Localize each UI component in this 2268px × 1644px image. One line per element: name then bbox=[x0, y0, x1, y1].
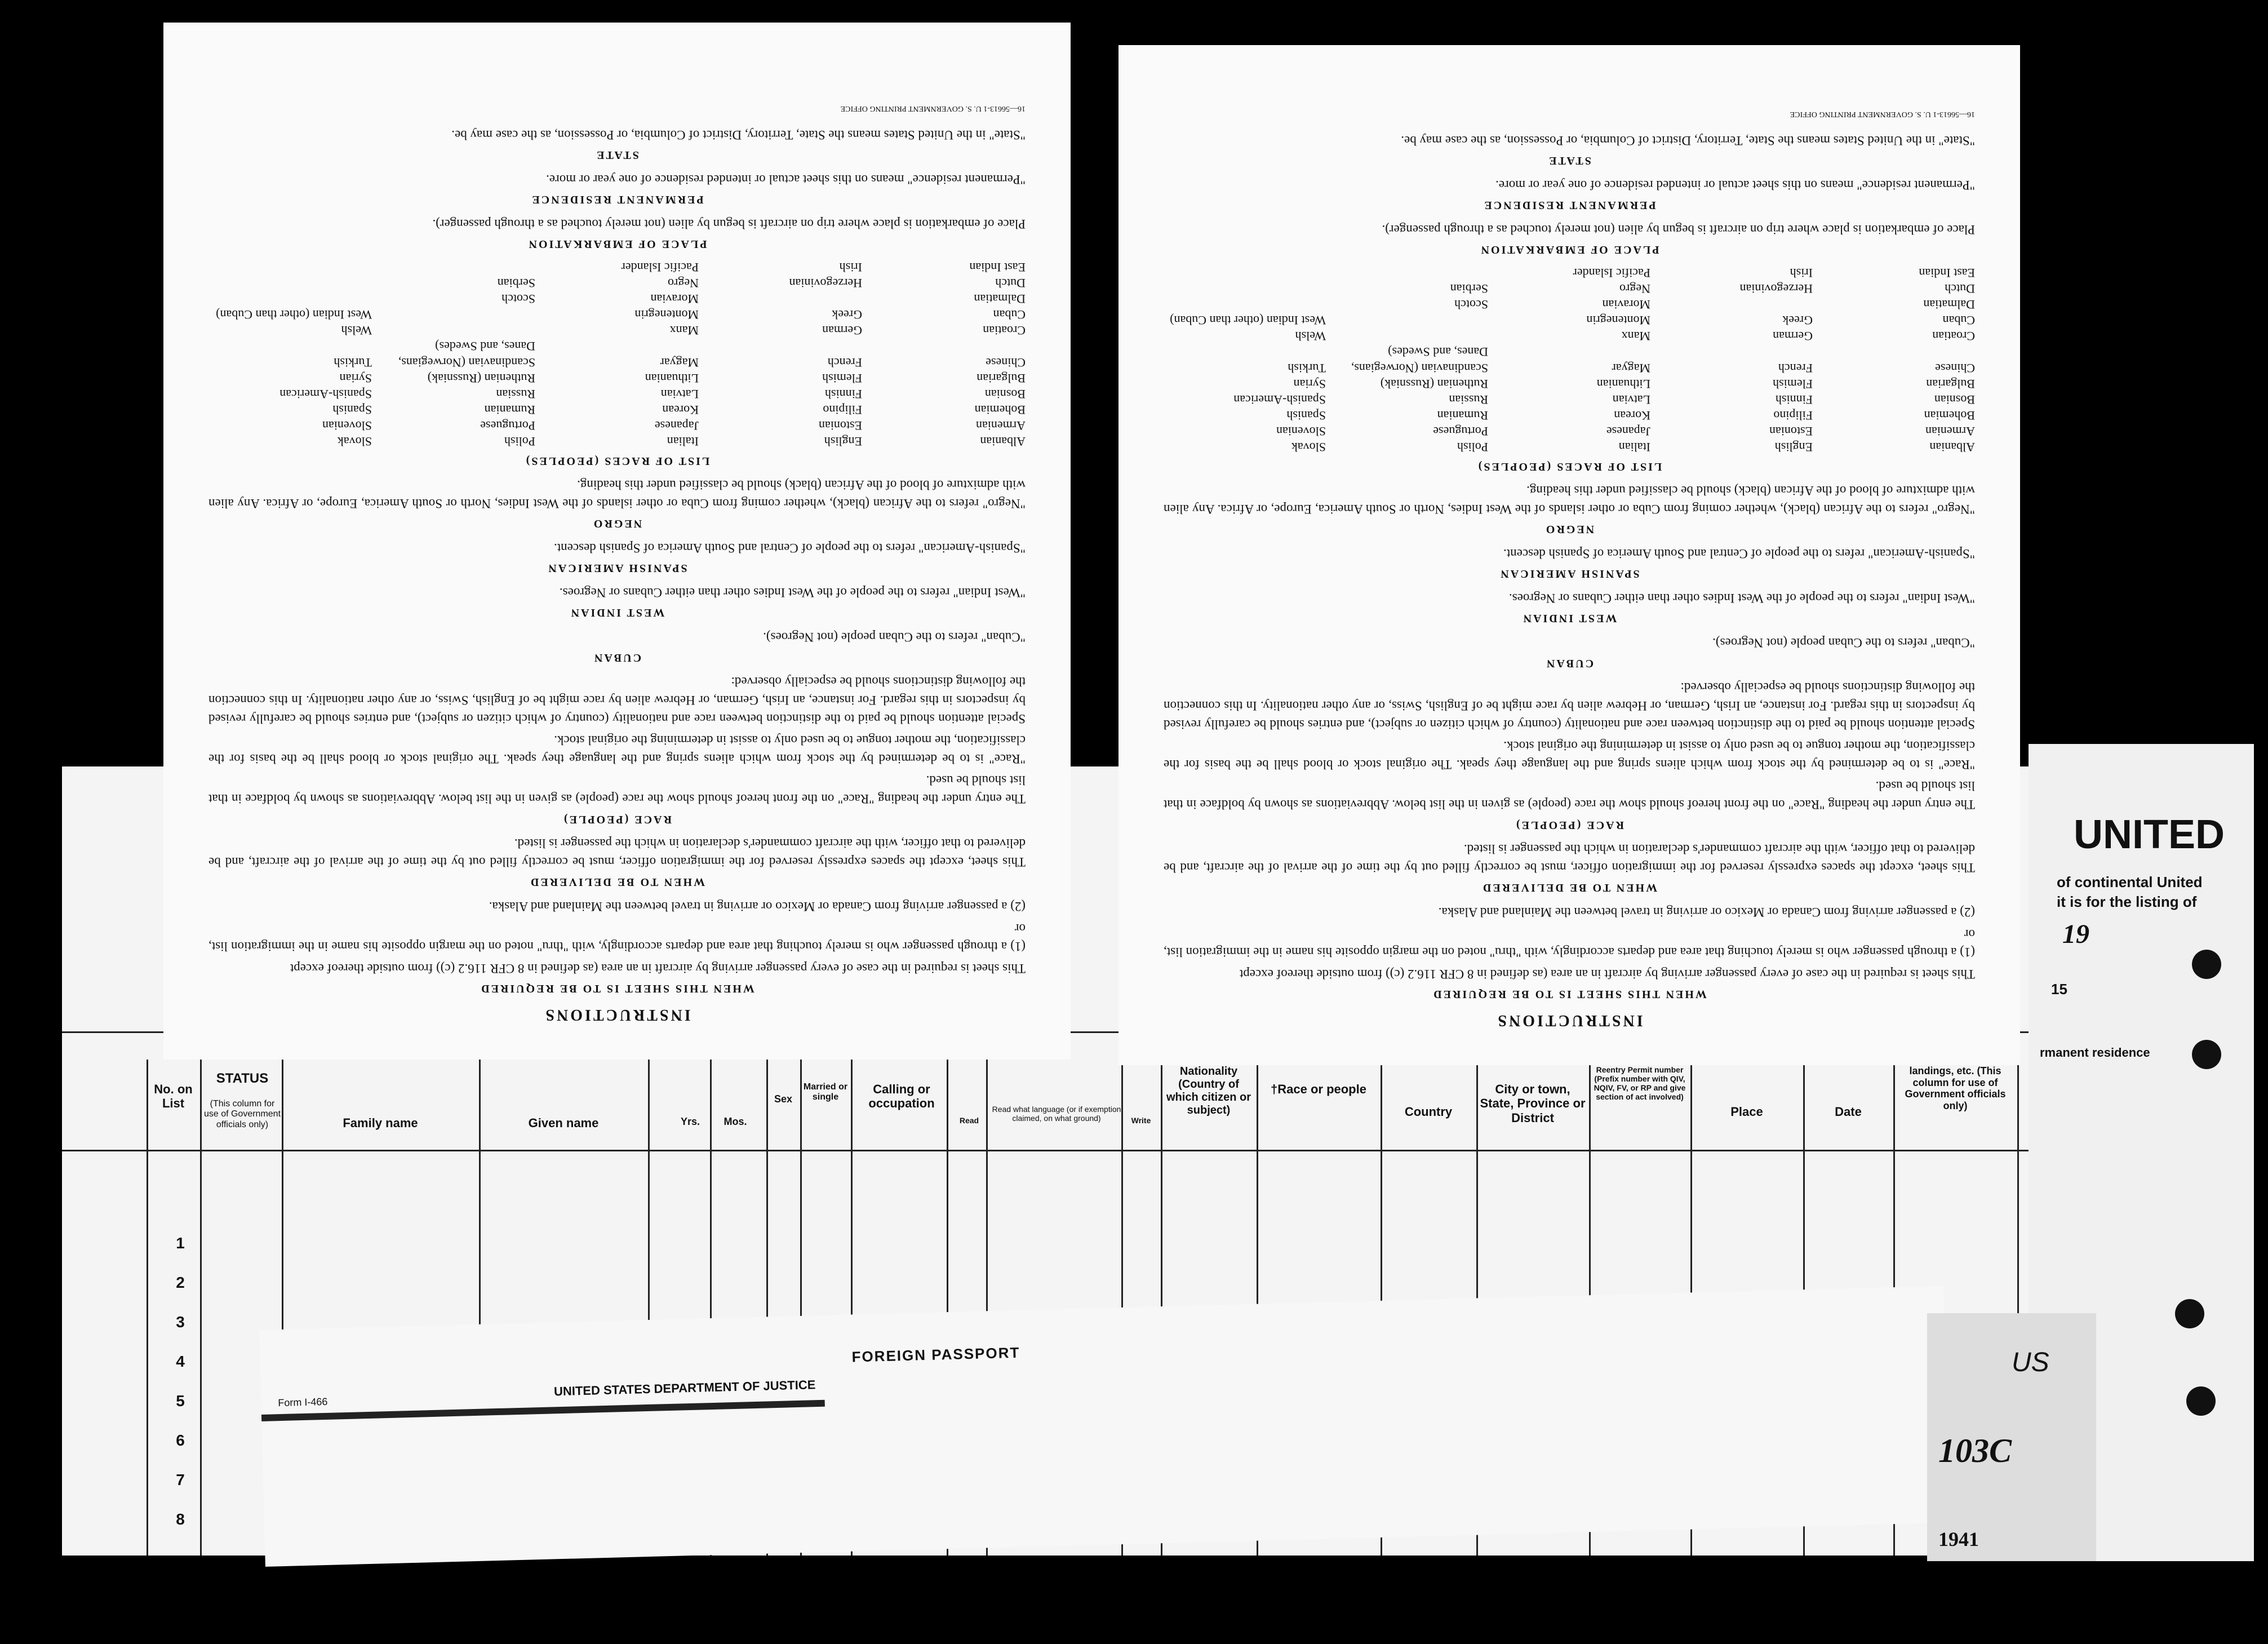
form-subtitle-2: it is for the listing of bbox=[2057, 893, 2197, 910]
paragraph: Special attention should be paid to the distinction between race and nationality (country of which citizen or subject), and entries should be carefully revised by inspectors in this regard. For instance, an Irish, German, or Hebrew alien by race might be of English, Swiss, or any other nationality. In this connection the following distinctions should be especially observed: bbox=[1164, 680, 1975, 732]
instructions-title: INSTRUCTIONS bbox=[1495, 1012, 1643, 1029]
paragraph: The entry under the heading "Race" on the front hereof should show the race (people) as given in the list below. Abbreviations as shown by boldface in that list should be used. bbox=[1164, 779, 1975, 812]
paragraph: Special attention should be paid to the distinction between race and nationality (country of which citizen or subject), and entries should be carefully revised by inspectors in this regard. For instance, an Irish, German, or Hebrew alien by race might be of English, Swiss, or any other nationality. In this connection the following distinctions should be especially observed: bbox=[208, 675, 1026, 726]
paragraph: "Permanent residence" means on this sheet actual or intended residence of one year or more. bbox=[546, 172, 1026, 187]
race-entry: Ruthenian (Russniak) bbox=[1380, 376, 1488, 391]
race-entry bbox=[372, 259, 535, 274]
col-read-language: Read what language (or if exemption claimed, on what ground) bbox=[992, 1105, 1121, 1123]
stamp-number: 1941 bbox=[1938, 1528, 1979, 1550]
paragraph: This sheet, except the spaces expressly reserved for the immigration officer, must be correctly filled out by the time of the arrival of the aircraft, and be delivered to that officer, with the aircraft commander's declaration in which the passenger is listed. bbox=[208, 836, 1026, 869]
header-rule-bottom bbox=[62, 1150, 2243, 1151]
race-entry bbox=[208, 275, 372, 291]
paragraph: "State" in the United States means the State, Territory, District of Columbia, or Possession, as the case may be. bbox=[451, 127, 1026, 142]
race-entry: Croatian bbox=[983, 324, 1026, 338]
col-reentry: Reentry Permit number (Prefix number with QIV, NQIV, FV, or RP and give section of act involved) bbox=[1594, 1065, 1686, 1102]
race-entry: Portuguese bbox=[1433, 424, 1488, 439]
race-entry: Manx bbox=[1621, 329, 1650, 344]
col-race: †Race or people bbox=[1271, 1082, 1366, 1096]
col-sex: Sex bbox=[774, 1093, 793, 1105]
section-heading: PLACE OF EMBARKATION bbox=[1479, 243, 1659, 256]
section-heading: WHEN TO BE DELIVERED bbox=[1481, 881, 1658, 894]
row-number: 2 bbox=[176, 1274, 185, 1291]
section-heading: NEGRO bbox=[592, 517, 642, 530]
race-entry: German bbox=[822, 324, 862, 338]
section-heading: PLACE OF EMBARKATION bbox=[527, 238, 707, 251]
paragraph: "Race" is to be determined by the stock from which aliens spring and the language they speak. The original stock or blood shall be the basis for the classification, the mother tongue to be used only to assist in determining the original stock. bbox=[1164, 739, 1975, 772]
race-entry: Polish bbox=[1457, 440, 1488, 455]
race-entry: Estonian bbox=[1769, 424, 1813, 439]
row-number: 3 bbox=[176, 1313, 185, 1331]
paragraph: This sheet is required in the case of every passenger arriving by aircraft in an area (as defined in 8 CFR 116.2 (c)) from outside thereof except bbox=[1239, 967, 1975, 981]
race-entry: East Indian bbox=[969, 260, 1026, 274]
section-heading: NEGRO bbox=[1544, 523, 1595, 536]
col-list-no: No. on List bbox=[154, 1082, 193, 1111]
section-heading: SPANISH AMERICAN bbox=[1499, 568, 1640, 581]
section-heading: WHEN THIS SHEET IS TO BE REQUIRED bbox=[480, 982, 754, 995]
race-entry: Ruthenian (Russniak) bbox=[427, 371, 535, 385]
race-entry bbox=[1326, 312, 1488, 328]
col-country: Country bbox=[1404, 1105, 1453, 1119]
race-entry: Moravian bbox=[650, 291, 699, 306]
race-entry: Russian bbox=[1449, 392, 1488, 407]
race-entry: Pacific Islander bbox=[621, 260, 699, 274]
col-family-name: Family name bbox=[343, 1116, 418, 1130]
race-entry: Italian bbox=[667, 435, 699, 449]
paragraph: "Cuban" refers to the Cuban people (not Negroes). bbox=[763, 630, 1026, 645]
race-entry: Korean bbox=[1614, 409, 1650, 423]
race-entry bbox=[699, 291, 862, 307]
race-entry: Dalmatian bbox=[1923, 297, 1975, 312]
punch-hole bbox=[2186, 1386, 2216, 1416]
race-entry: Cuban bbox=[993, 308, 1026, 322]
race-entry: Scandinavian (Norwegians, Danes, and Swedes) bbox=[1351, 345, 1488, 375]
race-entry: Montenegrin bbox=[1586, 313, 1650, 328]
paragraph: "State" in the United States means the State, Territory, District of Columbia, or Possession, as the case may be. bbox=[1401, 133, 1975, 148]
paragraph: (1) a through passenger who is merely touching that area and departs accordingly, with "thru" noted on the margin opposite his name in the immigration list, or bbox=[208, 921, 1026, 954]
race-entry: Irish bbox=[839, 260, 862, 274]
race-entry: Dutch bbox=[995, 276, 1026, 290]
col-yrs: Yrs. bbox=[680, 1116, 700, 1127]
race-entry: Slovenian bbox=[322, 419, 372, 433]
paragraph: "West Indian" refers to the people of the West Indies other than either Cubans or Negroes. bbox=[559, 586, 1026, 600]
paragraph: (1) a through passenger who is merely touching that area and departs accordingly, with "thru" noted on the margin opposite his name in the immigration list, or bbox=[1164, 927, 1975, 960]
races-list bbox=[1164, 264, 1975, 455]
race-entry: Welsh bbox=[1295, 329, 1326, 344]
section-heading: WEST INDIAN bbox=[569, 606, 665, 619]
section-heading: WEST INDIAN bbox=[1521, 612, 1617, 625]
stamp-area bbox=[1927, 1313, 2096, 1561]
paragraph: "Race" is to be determined by the stock from which aliens spring and the language they speak. The original stock or blood shall be the basis for the classification, the mother tongue to be used only to assist in determining the original stock. bbox=[208, 733, 1026, 766]
race-entry: German bbox=[1773, 329, 1813, 344]
race-entry: Armenian bbox=[1925, 424, 1975, 439]
race-entry bbox=[208, 259, 372, 274]
race-entry: Scotch bbox=[501, 291, 535, 306]
paragraph: "Negro" refers to the African (black), whether coming from Cuba or other islands of the West Indies, North or South America, Europe, or Africa. Any alien with admixture of blood of the African (black) should be classified under this heading. bbox=[1164, 484, 1975, 517]
printer-line: 16—56613-1 U. S. GOVERNMENT PRINTING OFFICE bbox=[840, 104, 1026, 113]
stamp-mark: US bbox=[2012, 1348, 2049, 1377]
race-entry: Turkish bbox=[1288, 361, 1326, 375]
race-entry: Lithuanian bbox=[1596, 376, 1650, 391]
punch-hole bbox=[2175, 1299, 2204, 1328]
paragraph: "Spanish-American" refers to the people of Central and South America of Spanish descent. bbox=[1503, 547, 1975, 561]
passport-sheet bbox=[259, 1286, 1950, 1567]
section-heading: WHEN TO BE DELIVERED bbox=[529, 876, 705, 889]
race-entry: Flemish bbox=[1773, 376, 1813, 391]
race-entry: Bohemian bbox=[974, 403, 1026, 417]
race-entry: Lithuanian bbox=[645, 371, 699, 385]
race-entry: Magyar bbox=[1612, 361, 1650, 375]
form-subtitle-1: of continental United bbox=[2057, 874, 2203, 890]
col-divider bbox=[147, 1060, 148, 1556]
paragraph: "West Indian" refers to the people of the West Indies other than either Cubans or Negroes. bbox=[1508, 591, 1975, 606]
race-entry: Slovak bbox=[1291, 440, 1326, 455]
race-entry: Latvian bbox=[1612, 392, 1650, 407]
col-married: Married or single bbox=[803, 1082, 848, 1102]
passport-rule bbox=[261, 1400, 825, 1421]
race-entry: Spanish bbox=[332, 403, 372, 417]
section-heading: WHEN THIS SHEET IS TO BE REQUIRED bbox=[1432, 988, 1707, 1001]
race-entry: English bbox=[1774, 440, 1813, 455]
punch-hole bbox=[2192, 950, 2221, 979]
race-entry bbox=[372, 322, 535, 338]
race-entry: Cuban bbox=[1942, 313, 1975, 328]
section-heading: LIST OF RACES (PEOPLES) bbox=[524, 454, 710, 467]
col-read: Read bbox=[959, 1116, 979, 1125]
col-landings: landings, etc. (This column for use of Government officials only) bbox=[1905, 1065, 2006, 1112]
col-divider bbox=[200, 1060, 202, 1556]
race-entry: Croatian bbox=[1932, 329, 1975, 344]
race-entry: Bulgarian bbox=[1926, 376, 1975, 391]
paragraph: (2) a passenger arriving from Canada or Mexico or arriving in travel between the Mainland and Alaska. bbox=[489, 899, 1026, 914]
race-entry: Japanese bbox=[1606, 424, 1650, 439]
races-list bbox=[208, 259, 1026, 449]
race-entry: Pacific Islander bbox=[1573, 265, 1650, 280]
race-entry: Finnish bbox=[824, 387, 862, 401]
race-entry: Herzegovinian bbox=[789, 276, 862, 290]
form-title-fragment: UNITED bbox=[2074, 812, 2225, 857]
race-entry: Slovenian bbox=[1276, 424, 1326, 439]
section-heading: LIST OF RACES (PEOPLES) bbox=[1476, 460, 1662, 473]
section-heading: CUBAN bbox=[592, 651, 642, 664]
race-entry: Syrian bbox=[1293, 376, 1326, 391]
instruction-sheet-left bbox=[163, 23, 1071, 1060]
race-entry: Magyar bbox=[660, 355, 699, 370]
race-entry bbox=[1326, 328, 1488, 344]
section-heading: RACE (PEOPLE) bbox=[562, 813, 672, 826]
race-entry bbox=[208, 291, 372, 307]
race-entry: Filipino bbox=[823, 403, 862, 417]
race-entry bbox=[1164, 264, 1326, 280]
section-heading: SPANISH AMERICAN bbox=[547, 562, 687, 575]
section-heading: STATE bbox=[595, 149, 639, 162]
paragraph: This sheet is required in the case of every passenger arriving by aircraft in an area (as defined in 8 CFR 116.2 (c)) from outside thereof except bbox=[290, 961, 1026, 976]
paragraph: "Cuban" refers to the Cuban people (not Negroes). bbox=[1712, 636, 1975, 650]
col-city: City or town, State, Province or District bbox=[1480, 1082, 1586, 1125]
race-entry: Negro bbox=[1619, 281, 1650, 296]
race-entry bbox=[372, 307, 535, 322]
race-entry: Dutch bbox=[1945, 281, 1975, 296]
race-entry: Manx bbox=[669, 324, 699, 338]
race-entry: English bbox=[824, 435, 862, 449]
paragraph: "Permanent residence" means on this sheet actual or intended residence of one year or more. bbox=[1495, 178, 1975, 192]
race-entry bbox=[1650, 296, 1813, 312]
section-heading: STATE bbox=[1547, 154, 1591, 167]
punch-hole bbox=[2192, 1040, 2221, 1069]
race-entry: Portuguese bbox=[480, 419, 535, 433]
section-heading: PERMANENT RESIDENCE bbox=[530, 193, 704, 206]
col-calling: Calling or occupation bbox=[868, 1082, 935, 1111]
race-entry: Turkish bbox=[334, 355, 372, 370]
col-status-note: (This column for use of Government officials only) bbox=[203, 1099, 281, 1129]
race-entry: French bbox=[827, 355, 862, 370]
race-entry: Spanish-American bbox=[279, 387, 372, 401]
race-entry: Finnish bbox=[1775, 392, 1813, 407]
race-entry: Slovak bbox=[337, 435, 372, 449]
col-place: Place bbox=[1730, 1105, 1763, 1119]
row-number: 7 bbox=[176, 1471, 185, 1488]
row-number: 6 bbox=[176, 1432, 185, 1449]
race-entry: Dalmatian bbox=[974, 291, 1026, 306]
race-entry: Bulgarian bbox=[977, 371, 1026, 385]
race-entry: Moravian bbox=[1602, 297, 1650, 312]
passport-heading: FOREIGN PASSPORT bbox=[851, 1344, 1020, 1366]
col-write: Write bbox=[1131, 1116, 1151, 1125]
race-entry: French bbox=[1778, 361, 1813, 375]
paragraph: (2) a passenger arriving from Canada or Mexico or arriving in travel between the Mainland and Alaska. bbox=[1438, 905, 1975, 919]
race-entry: Polish bbox=[504, 435, 535, 449]
race-entry: Italian bbox=[1618, 440, 1650, 455]
race-entry: Estonian bbox=[819, 419, 862, 433]
passport-department: UNITED STATES DEPARTMENT OF JUSTICE bbox=[553, 1377, 816, 1399]
race-entry: Rumanian bbox=[484, 403, 535, 417]
race-entry: Negro bbox=[668, 276, 699, 290]
section-heading: CUBAN bbox=[1544, 657, 1594, 670]
race-entry: Filipino bbox=[1773, 409, 1813, 423]
race-entry: Russian bbox=[496, 387, 535, 401]
col-date: Date bbox=[1835, 1105, 1862, 1119]
race-entry: Latvian bbox=[660, 387, 699, 401]
printer-line: 16—56613-1 U. S. GOVERNMENT PRINTING OFFICE bbox=[1790, 110, 1975, 119]
race-entry bbox=[1164, 281, 1326, 296]
race-entry: Armenian bbox=[976, 419, 1026, 433]
race-entry: Serbian bbox=[497, 276, 535, 290]
race-entry: Bosnian bbox=[984, 387, 1026, 401]
row-number: 1 bbox=[176, 1234, 185, 1252]
race-entry: Albanian bbox=[980, 435, 1026, 449]
section-heading: PERMANENT RESIDENCE bbox=[1483, 199, 1656, 212]
instruction-sheet-right bbox=[1119, 45, 2020, 1065]
col-mos: Mos. bbox=[724, 1116, 747, 1127]
col-given-name: Given name bbox=[528, 1116, 599, 1130]
race-entry: Albanian bbox=[1929, 440, 1975, 455]
section-heading: RACE (PEOPLE) bbox=[1515, 818, 1624, 831]
paragraph: "Spanish-American" refers to the people of Central and South America of Spanish descent. bbox=[554, 541, 1026, 556]
race-entry: Serbian bbox=[1450, 281, 1488, 296]
race-entry: Welsh bbox=[341, 324, 372, 338]
year-field: 19 bbox=[2062, 919, 2089, 949]
race-entry: Bohemian bbox=[1924, 409, 1975, 423]
paragraph: Place of embarkation is place where trip on aircraft is begun by alien (not merely touched as a through passenger). bbox=[1382, 223, 1975, 237]
race-entry: West Indian (other than Cuban) bbox=[216, 308, 372, 322]
race-entry: Korean bbox=[662, 403, 699, 417]
instructions-title: INSTRUCTIONS bbox=[543, 1006, 691, 1023]
race-entry: Greek bbox=[1782, 313, 1813, 328]
race-entry: Chinese bbox=[986, 355, 1026, 370]
paragraph: Place of embarkation is place where trip on aircraft is begun by alien (not merely touched as a through passenger). bbox=[432, 217, 1026, 232]
paragraph: "Negro" refers to the African (black), whether coming from Cuba or other islands of the West Indies, North or South America, Europe, or Africa. Any alien with admixture of blood of the African (black) should be classified under this heading. bbox=[208, 478, 1026, 511]
race-entry: Scandinavian (Norwegians, Danes, and Swedes) bbox=[398, 339, 535, 370]
race-entry: Japanese bbox=[654, 419, 699, 433]
stamp-code: 103C bbox=[1938, 1432, 2012, 1469]
row-number: 4 bbox=[176, 1353, 185, 1370]
race-entry: East Indian bbox=[1919, 265, 1975, 280]
passport-form-id: Form I-466 bbox=[278, 1395, 328, 1409]
race-entry bbox=[1164, 296, 1326, 312]
race-entry: Montenegrin bbox=[634, 308, 699, 322]
race-entry: Herzegovinian bbox=[1739, 281, 1813, 296]
col-status: STATUS bbox=[216, 1071, 269, 1086]
race-entry: Bosnian bbox=[1934, 392, 1975, 407]
paragraph: This sheet, except the spaces expressly reserved for the immigration officer, must be correctly filled out by the time of the arrival of the aircraft, and be delivered to that officer, with the aircraft commander's declaration in which the passenger is listed. bbox=[1164, 842, 1975, 875]
row-number: 5 bbox=[176, 1392, 185, 1410]
row-number: 8 bbox=[176, 1510, 185, 1528]
race-entry: Chinese bbox=[1935, 361, 1975, 375]
race-entry: West Indian (other than Cuban) bbox=[1170, 313, 1326, 328]
race-entry: Spanish bbox=[1286, 409, 1326, 423]
race-entry: Spanish-American bbox=[1233, 392, 1326, 407]
race-entry: Irish bbox=[1790, 265, 1813, 280]
col-permanent-residence: rmanent residence bbox=[2040, 1045, 2150, 1060]
race-entry: Flemish bbox=[822, 371, 862, 385]
race-entry: Syrian bbox=[339, 371, 372, 385]
race-entry bbox=[1326, 264, 1488, 280]
paragraph: The entry under the heading "Race" on the front hereof should show the race (people) as given in the list below. Abbreviations as shown by boldface in that list should be used. bbox=[208, 773, 1026, 807]
race-entry: Scotch bbox=[1454, 297, 1488, 312]
race-entry: Rumanian bbox=[1437, 409, 1488, 423]
race-entry: Greek bbox=[832, 308, 862, 322]
page-number-right: 15 bbox=[2051, 981, 2067, 998]
col-nationality: Nationality (Country of which citizen or subject) bbox=[1166, 1065, 1251, 1116]
